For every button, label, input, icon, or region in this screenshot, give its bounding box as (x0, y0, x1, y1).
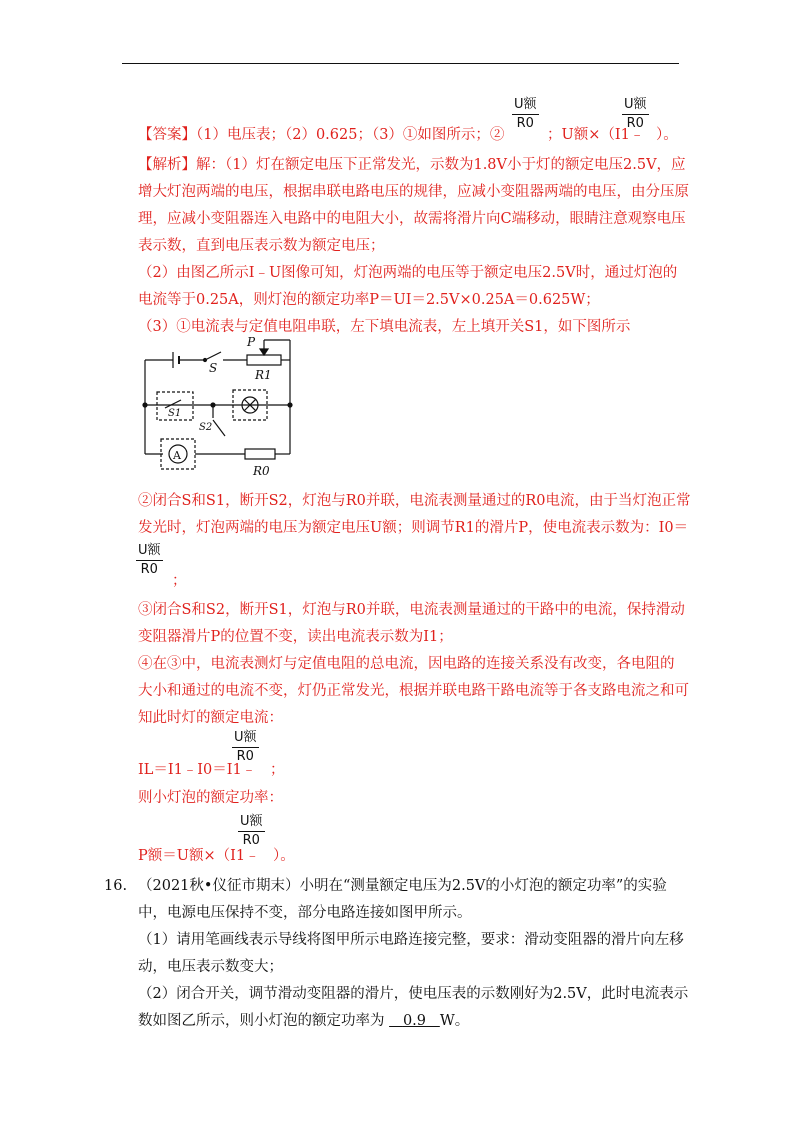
analysis-line-1: 增大灯泡两端的电压，根据串联电路电压的规律，应减小变阻器两端的电压，由分压原 (138, 184, 689, 200)
analysis-line-6: （3）①电流表与定值电阻串联，左下填电流表，左上填开关S1，如下图所示 (138, 319, 631, 335)
analysis-after-8: 则小灯泡的额定功率： (138, 790, 283, 806)
answer-label: 【答案】 (138, 127, 196, 143)
answer-part1: （1）电压表；（2）0.625；（3）①如图所示；② (196, 127, 505, 143)
label-S1: S1 (168, 408, 182, 419)
q16-line-0: （2021秋•仪征市期末）小明在“测量额定电压为2.5V的小灯泡的额定功率”的实验 (138, 878, 667, 894)
label-R0: R0 (253, 464, 270, 478)
analysis-line-2: 理，应减小变阻器连入电路中的电阻大小，故需将滑片向C端移动，眼睛注意观察电压 (138, 211, 686, 227)
q16-line-5: 数如图乙所示，则小灯泡的额定功率为 0.9 W。 (138, 1013, 470, 1029)
analysis-line-3: 表示数，直到电压表示数为额定电压； (138, 238, 385, 254)
header-rule (122, 63, 679, 64)
analysis-after-9: P额＝U额×（I1﹣ (138, 848, 260, 864)
answer-line (138, 125, 504, 145)
answer-fraction-1: U额 R0 (514, 97, 537, 131)
question-number: 16. (104, 878, 128, 894)
answer-fraction-2: U额 R0 (624, 97, 647, 131)
analysis-label: 【解析】 (138, 157, 196, 173)
analysis-after-5: 大小和通过的电流不变，灯仍正常发光，根据并联电路干路电流等于各支路电流之和可 (138, 683, 689, 699)
answer-end: ）。 (656, 127, 678, 143)
label-S: S (209, 361, 218, 375)
analysis-line-4: （2）由图乙所示I﹣U图像可知，灯泡两端的电压等于额定电压2.5V时，通过灯泡的 (138, 265, 678, 281)
q16-line-1: 中，电源电压保持不变，部分电路连接如图甲所示。 (138, 905, 472, 921)
q16-line-3: 动，电压表示数变大； (138, 959, 283, 975)
analysis-after-4: ④在③中，电流表测灯与定值电阻的总电流，因电路的连接关系没有改变，各电阻的 (138, 656, 675, 672)
label-P: P (247, 335, 256, 349)
label-R1: R1 (255, 368, 272, 382)
answer-mid: ；U额×（I1﹣ (547, 127, 645, 143)
analysis-line-5: 电流等于0.25A，则灯泡的额定功率P＝UI＝2.5V×0.25A＝0.625W； (138, 292, 600, 308)
analysis-after-6: 知此时灯的额定电流： (138, 710, 283, 726)
analysis-after-2: ③闭合S和S2，断开S1，灯泡与R0并联，电流表测量通过的干路中的电流，保持滑动 (138, 602, 685, 618)
analysis-end: ）。 (273, 848, 295, 864)
circuit-diagram (135, 332, 305, 482)
analysis-after-1: 发光时，灯泡两端的电压为额定电压U额；则调节R1的滑片P，使电流表示数为：I0＝ (138, 520, 689, 536)
analysis-after-7: IL＝I1﹣I0＝I1﹣ (138, 762, 257, 778)
analysis-after-0: ②闭合S和S1，断开S2，灯泡与R0并联，电流表测量通过的R0电流，由于当灯泡正常 (138, 493, 691, 509)
fraction-IL: U额 R0 (234, 730, 257, 764)
q16-line-2: （1）请用笔画线表示导线将图甲所示电路连接完整，要求：滑动变阻器的滑片向左移 (138, 932, 684, 948)
semicolon-2: ； (270, 762, 285, 778)
fraction-P: U额 R0 (240, 814, 263, 848)
analysis-after-3: 变阻器滑片P的位置不变，读出电流表示数为I1； (138, 629, 453, 645)
answer-blank: 0.9 (402, 1013, 426, 1029)
label-A: A (173, 449, 181, 462)
q16-line-4: （2）闭合开关，调节滑动变阻器的滑片，使电压表的示数刚好为2.5V，此时电流表示 (138, 986, 689, 1002)
fraction-I0: U额 R0 (138, 543, 161, 577)
label-S2: S2 (199, 422, 213, 433)
semicolon-1: ； (172, 573, 187, 589)
analysis-line-0: 【解析】解：（1）灯在额定电压下正常发光，示数为1.8V小于灯的额定电压2.5V，应 (138, 157, 686, 173)
